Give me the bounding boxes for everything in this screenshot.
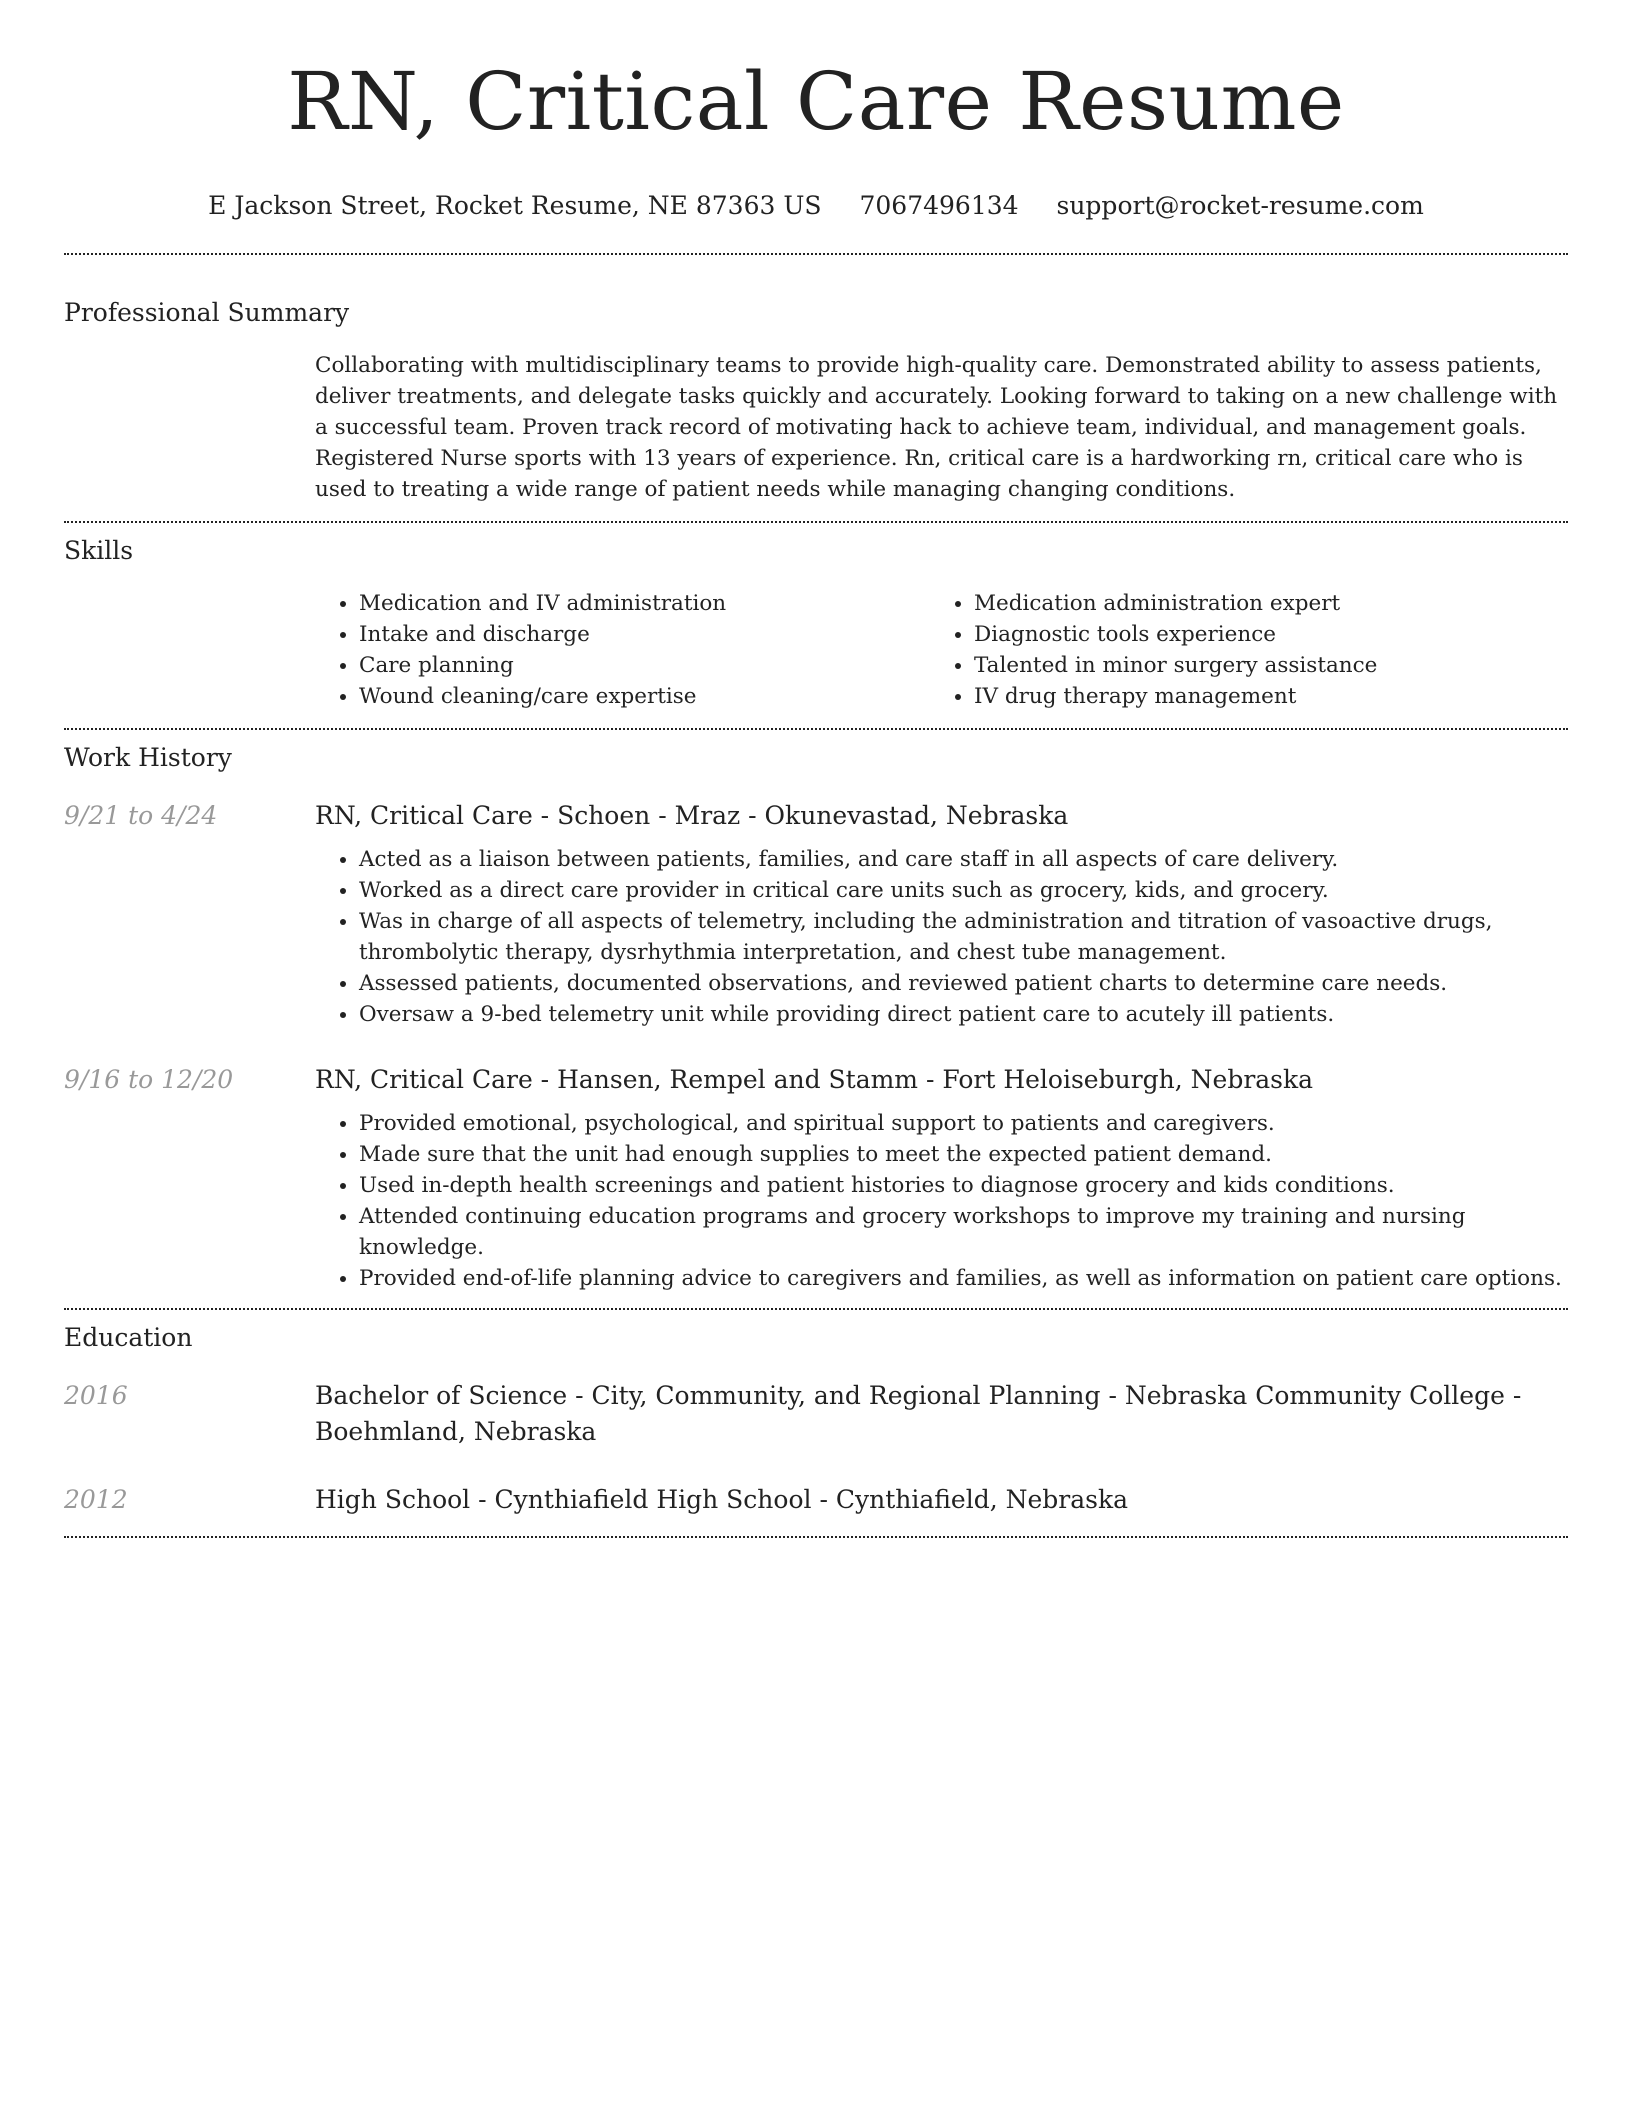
job-dates: 9/21 to 4/24 [64,801,218,830]
skill-item: • Intake and discharge [359,619,930,650]
skills-spacer [64,588,315,712]
skill-item: • Medication administration expert [974,588,1545,619]
skills-section [64,535,1568,712]
job-bullet: • Assessed patients, documented observations, and reviewed patient charts to determine care needs. [359,968,1568,999]
summary-body [315,350,1568,505]
job-body [315,1062,1568,1294]
skills-list-left [315,588,930,712]
job-bullet: • Acted as a liaison between patients, families, and care staff in all aspects of care delivery. [359,844,1568,875]
job-bullet: • Provided emotional, psychological, and spiritual support to patients and caregivers. [359,1108,1568,1139]
education-year: 2012 [64,1485,128,1514]
summary-divider [64,521,1568,523]
skills-divider [64,728,1568,730]
job-bullet: • Provided end-of-life planning advice to caregivers and families, as well as information on patient care options. [359,1263,1568,1294]
job-entry [64,1062,1568,1294]
job-dates: 9/16 to 12/20 [64,1065,234,1094]
job-bullet: • Attended continuing education programs and grocery workshops to improve my training and nursing knowledge. [359,1201,1568,1263]
education-section [64,1322,1568,1518]
education-body [315,1482,1568,1518]
job-bullet: • Worked as a direct care provider in critical care units such as grocery, kids, and grocery. [359,875,1568,906]
skill-item: • Diagnostic tools experience [974,619,1545,650]
skill-item: • Care planning [359,650,930,681]
skill-item: • Medication and IV administration [359,588,930,619]
job-bullet: • Used in-depth health screenings and patient histories to diagnose grocery and kids conditions. [359,1170,1568,1201]
skills-list-right [930,588,1545,712]
summary-text: Collaborating with multidisciplinary teams to provide high-quality care. Demonstrated ability to assess patients, deliver treatments, and delegate tasks quickly and accurately. Looking forward to taking on a new challenge with a successful team. Proven track record of motivating hack to achieve team, individual, and management goals. Registered Nurse sports with 13 years of experience. Rn, critical care is a hardworking rn, critical care who is used to treating a wide range of patient needs while managing changing conditions. [315,353,1558,502]
education-body [315,1378,1568,1450]
work-divider [64,1308,1568,1310]
skill-item: • Talented in minor surgery assistance [974,650,1545,681]
job-entry [64,798,1568,1030]
summary-heading: Professional Summary [64,298,350,327]
skill-item: • Wound cleaning/care expertise [359,681,930,712]
header-divider [64,253,1568,255]
summary-spacer [64,350,315,505]
page-title: RN, Critical Care Resume [287,55,1345,148]
job-bullets [315,1108,1568,1294]
contact-address: E Jackson Street, Rocket Resume, NE 87363 US [208,191,822,220]
contact-phone: 7067496134 [859,191,1019,220]
education-heading: Education [64,1323,193,1352]
contact-email: support@rocket-resume.com [1056,191,1424,220]
education-text: Bachelor of Science - City, Community, and Regional Planning - Nebraska Community College - Boehmland, Nebraska [315,1381,1522,1446]
summary-row [64,350,1568,505]
job-title: RN, Critical Care - Hansen, Rempel and Stamm - Fort Heloiseburgh, Nebraska [315,1065,1314,1094]
education-entry [64,1482,1568,1518]
skill-item: • IV drug therapy management [974,681,1545,712]
job-bullet: • Oversaw a 9-bed telemetry unit while providing direct patient care to acutely ill patients. [359,999,1568,1030]
job-title: RN, Critical Care - Schoen - Mraz - Okunevastad, Nebraska [315,801,1069,830]
job-body [315,798,1568,1030]
work-section [64,742,1568,1294]
skills-grid [315,588,1568,712]
summary-section [64,297,1568,505]
skills-row [64,588,1568,712]
job-bullet: • Made sure that the unit had enough supplies to meet the expected patient demand. [359,1139,1568,1170]
skills-heading: Skills [64,536,134,565]
education-text: High School - Cynthiafield High School - Cynthiafield, Nebraska [315,1485,1129,1514]
contact-line [64,190,1568,222]
education-year: 2016 [64,1381,128,1410]
education-divider [64,1536,1568,1538]
job-bullet: • Was in charge of all aspects of telemetry, including the administration and titration of vasoactive drugs, thrombolytic therapy, dysrhythmia interpretation, and chest tube management. [359,906,1568,968]
education-entry [64,1378,1568,1450]
job-bullets [315,844,1568,1030]
work-heading: Work History [64,743,232,772]
